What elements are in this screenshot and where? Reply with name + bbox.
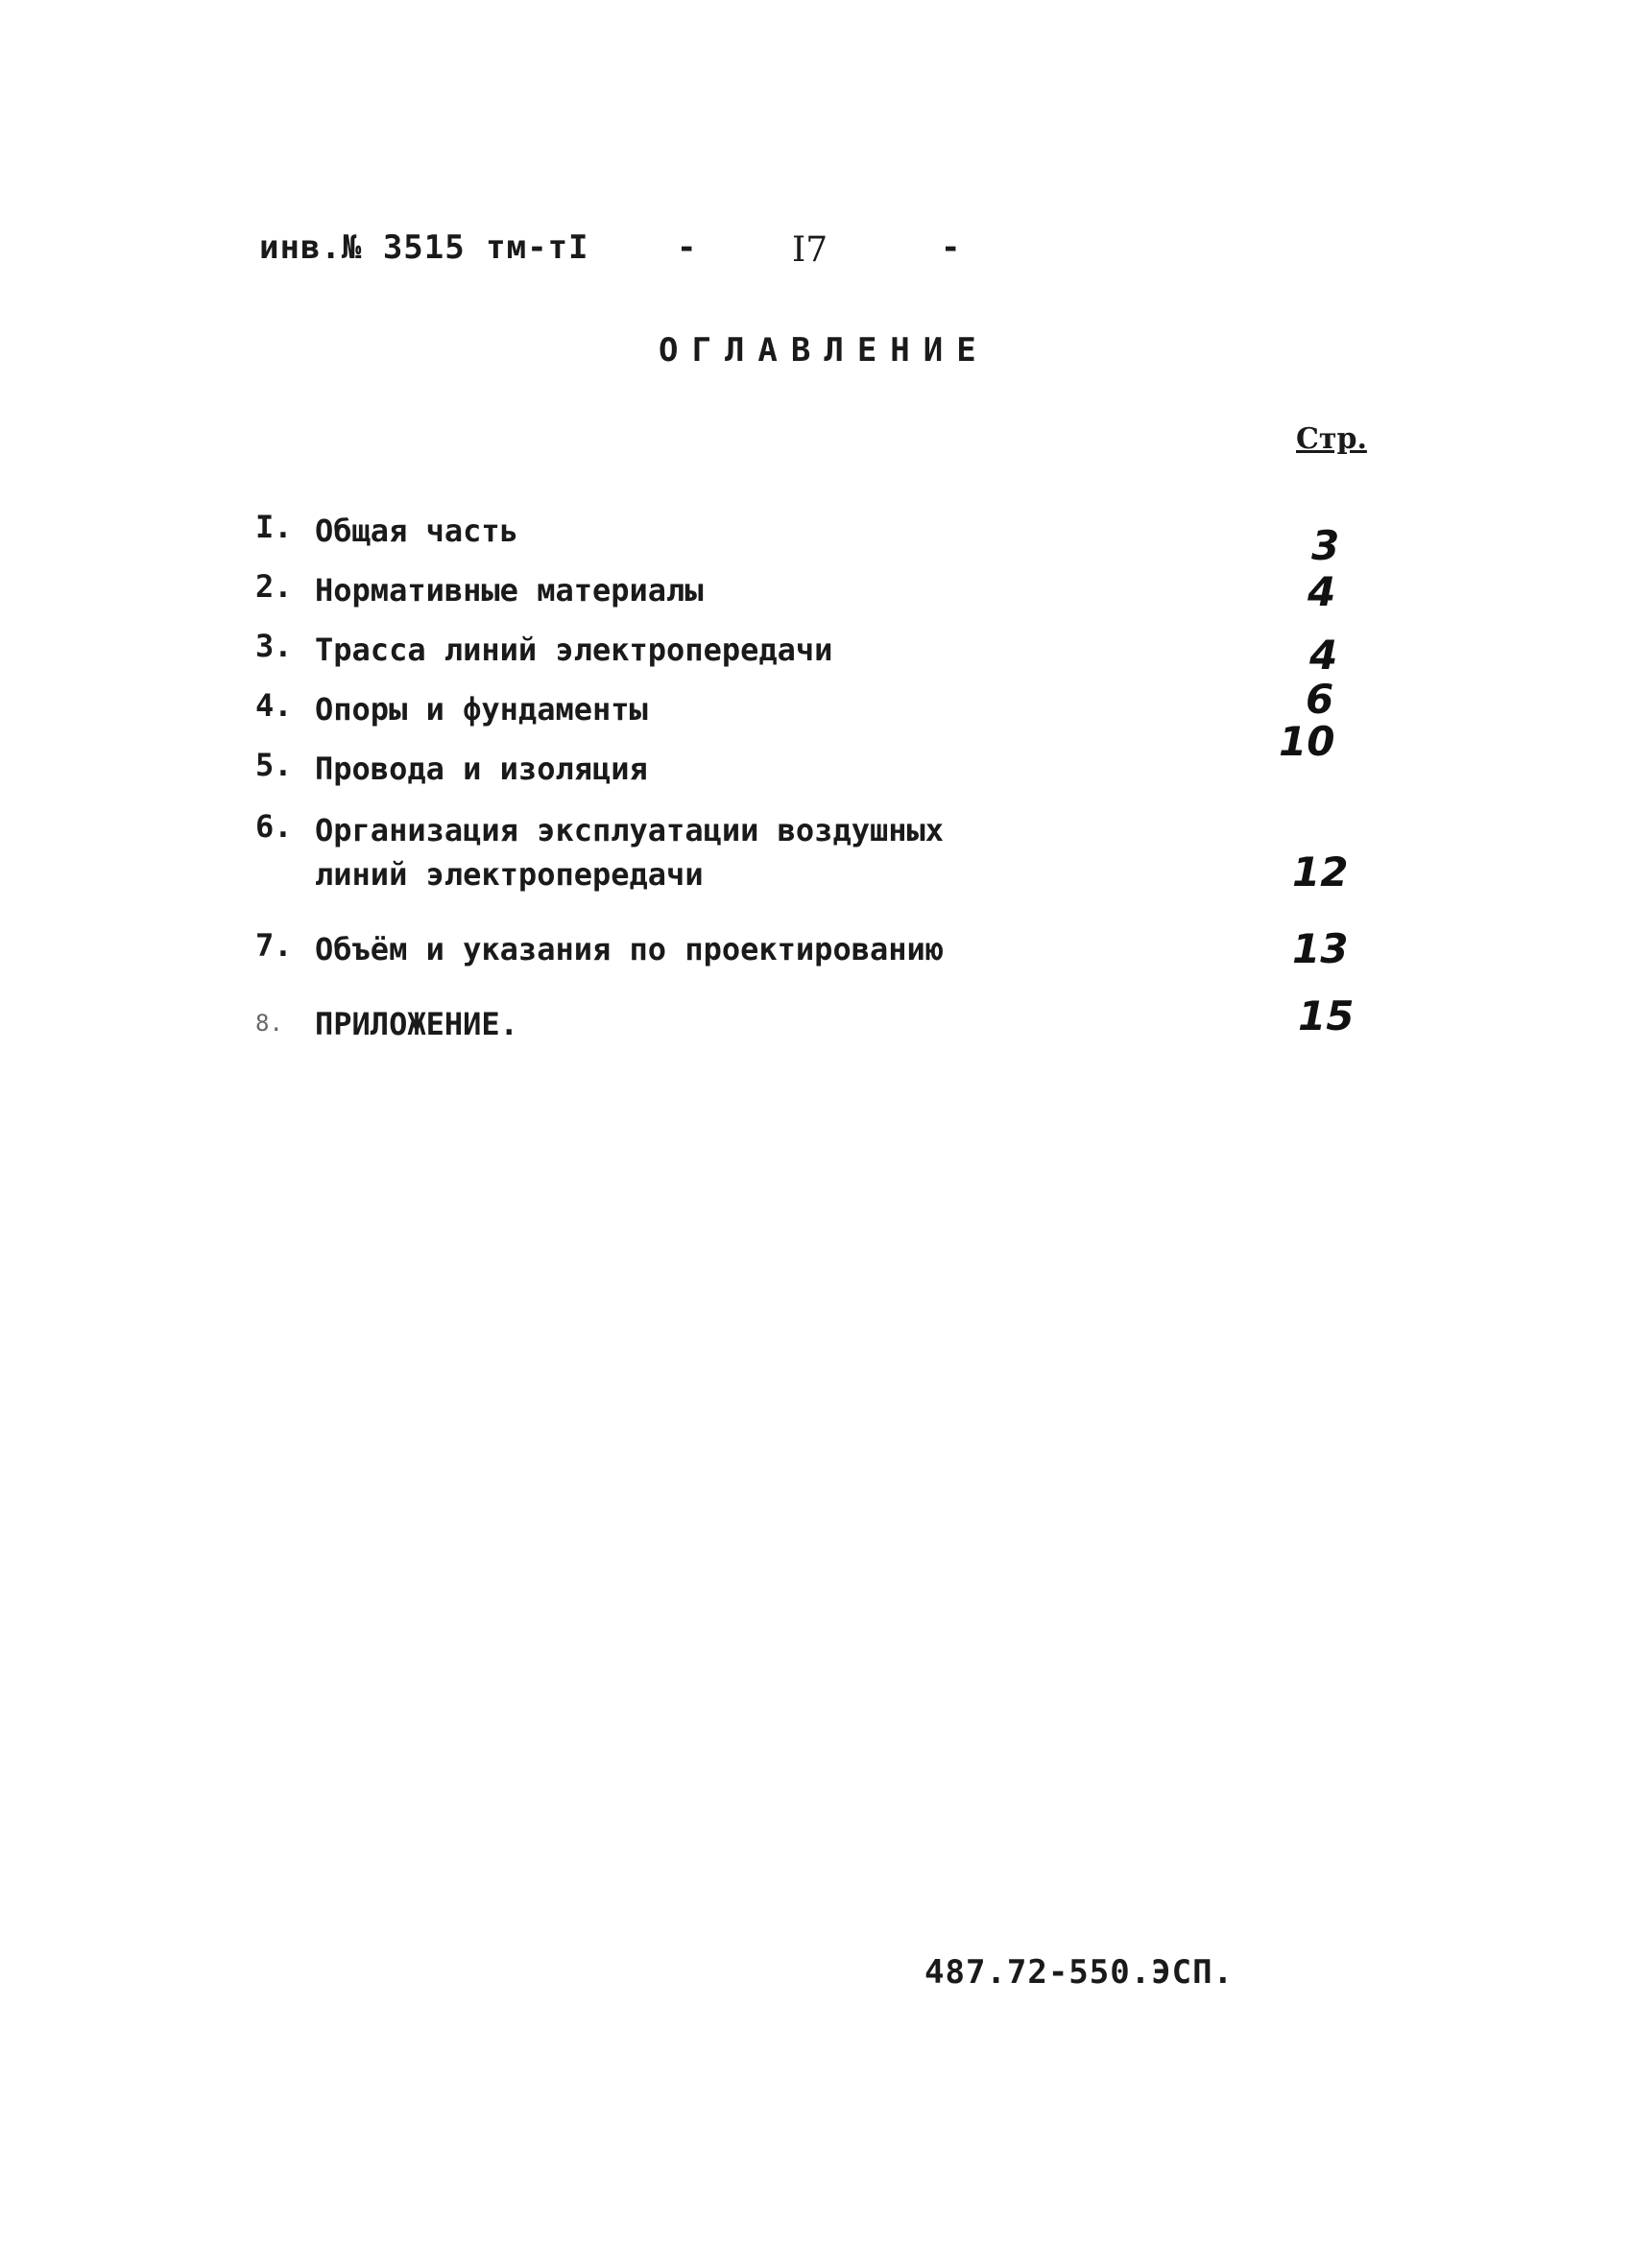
page-header	[259, 228, 1008, 286]
toc-item-title: Трасса линий электропередачи	[315, 632, 833, 668]
toc-item-title: Организация эксплуатации воздушных линий электропередачи	[315, 812, 945, 893]
toc-item-number: 6.	[255, 808, 293, 845]
toc-item-page: 12	[1292, 848, 1349, 895]
toc-item-number: 5.	[255, 747, 293, 783]
toc-item-number: 3.	[255, 628, 293, 664]
toc-item-page: 3	[1311, 522, 1340, 569]
page-column-label: Стр.	[1296, 422, 1367, 456]
toc-item-title: Общая часть	[315, 513, 518, 549]
toc-item-title: Нормативные материалы	[315, 572, 704, 609]
header-dash-left: -	[677, 228, 697, 267]
toc-item-number: 2.	[255, 568, 293, 605]
toc-title: ОГЛАВЛЕНИЕ	[659, 331, 990, 370]
toc-item-number: I.	[255, 509, 293, 545]
toc-item-number: 7.	[255, 927, 293, 964]
toc-item-page: 4	[1309, 632, 1338, 679]
toc-item-title: Провода и изоляция	[315, 751, 648, 787]
toc-item-page: 10	[1279, 718, 1335, 765]
toc-item-page: 15	[1298, 992, 1355, 1039]
page-number: I7	[792, 230, 828, 270]
toc-item-title: Опоры и фундаменты	[315, 691, 648, 728]
toc-item-page: 6	[1306, 676, 1334, 723]
inventory-number: инв.№ 3515 тм-тI	[259, 228, 589, 267]
toc-item-page: 4	[1308, 568, 1336, 615]
toc-item-number: 8.	[255, 1010, 283, 1037]
header-dash-right: -	[941, 228, 961, 267]
toc-item-page: 13	[1292, 925, 1349, 972]
document-code: 487.72-550.ЭСП.	[924, 1953, 1235, 1992]
toc-item-title: ПРИЛОЖЕНИЕ.	[315, 1006, 518, 1042]
toc-item-number: 4.	[255, 687, 293, 724]
toc-item-title: Объём и указания по проектированию	[315, 931, 945, 967]
